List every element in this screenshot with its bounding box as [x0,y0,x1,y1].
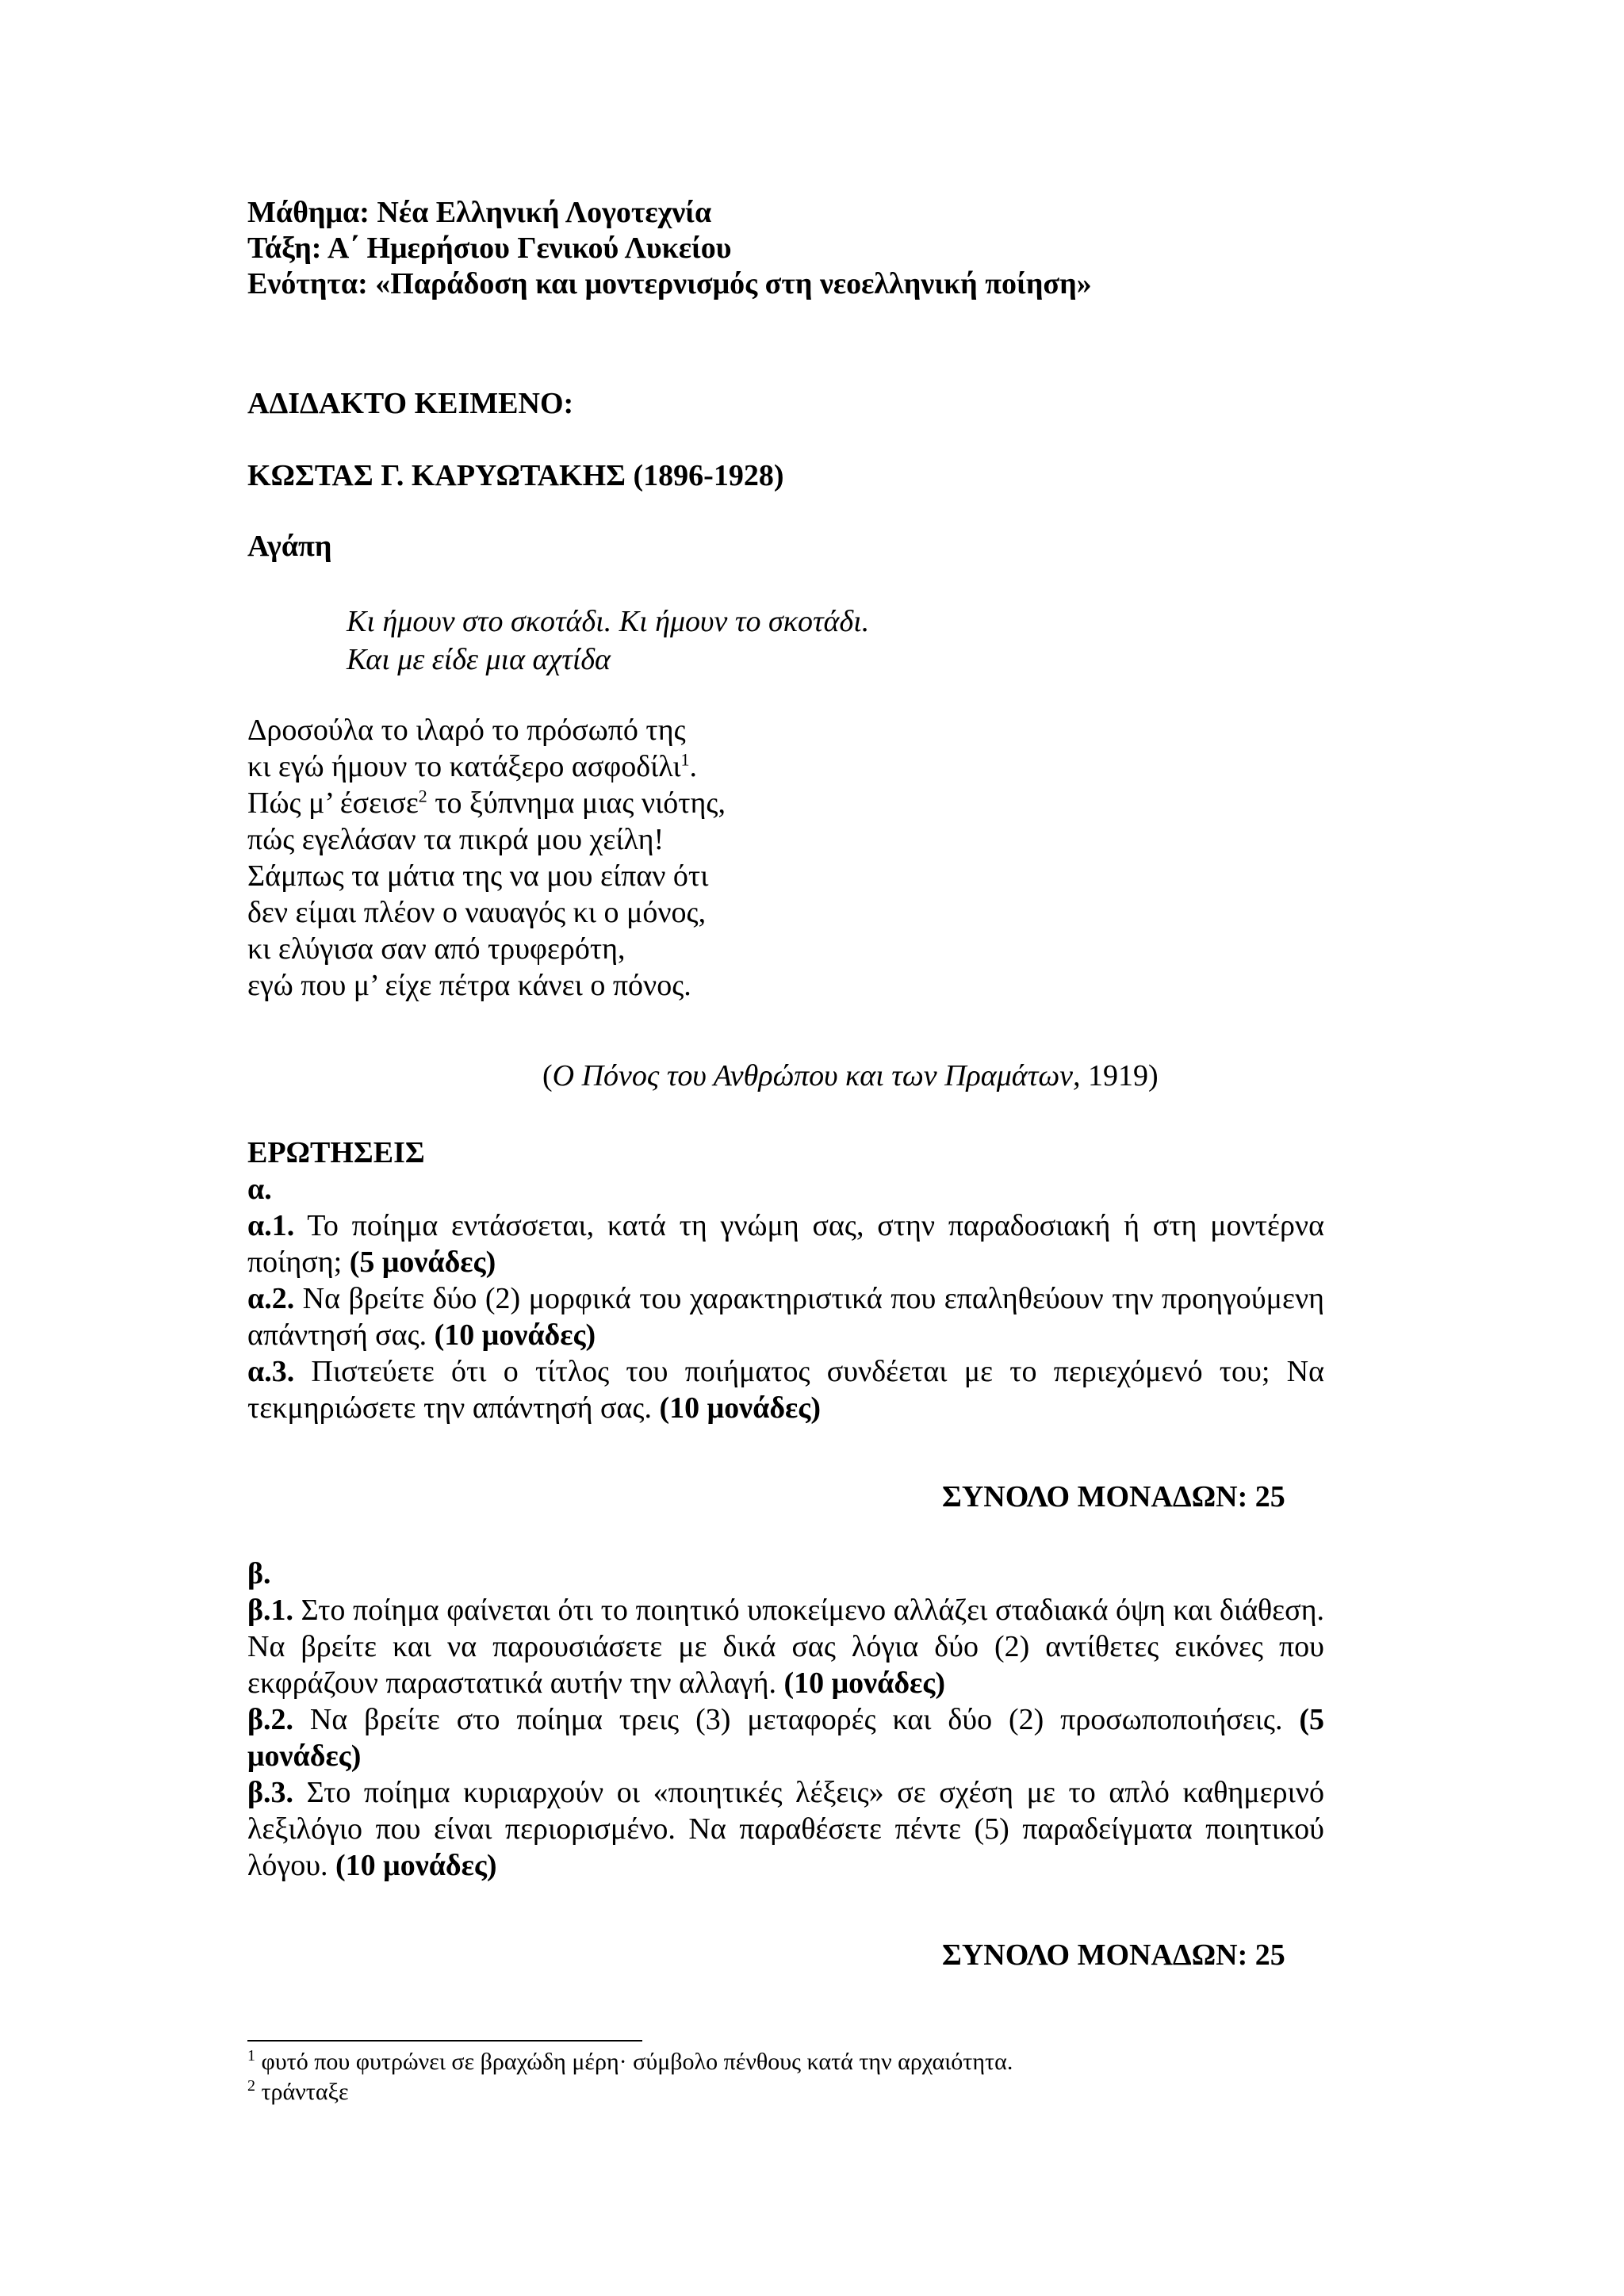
source-collection-title: Ο Πόνος του Ανθρώπου και των Πραμάτων, [552,1059,1081,1093]
section-b-label: β. [247,1557,271,1590]
unseen-text-label: ΑΔΙΔΑΚΤΟ ΚΕΙΜΕΝΟ: [247,387,574,420]
class-line: Τάξη: Α΄ Ημερήσιου Γενικού Λυκείου [247,232,732,265]
poem-line-text: Πώς μ’ έσεισε [247,786,419,820]
poem-source [542,1058,1159,1094]
footnote-1: $^1$ φυτό που φυτρώνει σε βραχώδη μέρη· σύμβολο πένθους κατά την αρχαιότητα. [247,2047,1013,2075]
document-header [247,195,1092,302]
footnote-ref-1: 1 [680,749,690,770]
section-a-total: ΣΥΝΟΛΟ ΜΟΝΑΔΩΝ: 25 [942,1480,1285,1513]
source-paren: ( [542,1059,553,1093]
poem-line [247,748,726,785]
questions-section-a [247,1171,1324,1426]
question-b2: β.2. Να βρείτε στο ποίημα τρεις (3) μεταφορές και δύο (2) προσωποποιήσεις. (5 μονάδες) [247,1703,1324,1773]
poem-author: ΚΩΣΤΑΣ Γ. ΚΑΡΥΩΤΑΚΗΣ (1896-1928) [247,459,784,492]
section-b-total: ΣΥΝΟΛΟ ΜΟΝΑΔΩΝ: 25 [942,1938,1285,1972]
question-a3: α.3. Πιστεύετε ότι ο τίτλος του ποιήματος συνδέεται με το περιεχόμενό του; Να τεκμηριώσετε την απάντησή σας. (10 μονάδες) [247,1355,1324,1425]
subject-line: Μάθημα: Νέα Ελληνική Λογοτεχνία [247,196,712,229]
poem-line: εγώ που μ’ είχε πέτρα κάνει ο πόνος. [247,969,691,1002]
footnote-2: $^2$ τράνταξε [247,2077,349,2105]
poem-line: δεν είμαι πλέον ο ναυαγός κι ο μόνος, [247,896,707,929]
unit-line: Ενότητα: «Παράδοση και μοντερνισμός στη νεοελληνική ποίηση» [247,267,1092,300]
poem-line: Δροσούλα το ιλαρό το πρόσωπό της [247,714,686,747]
poem-line-text: κι εγώ ήμουν το κατάξερο ασφοδίλι [247,750,681,783]
poem-body [247,712,726,1004]
questions-section-b [247,1556,1324,1884]
questions-heading: ΕΡΩΤΗΣΕΙΣ [247,1136,425,1169]
poem-epigraph [347,603,869,679]
question-a1: α.1. Το ποίημα εντάσσεται, κατά τη γνώμη σας, στην παραδοσιακή ή στη μοντέρνα ποίηση; (5 μονάδες) [247,1209,1324,1279]
section-a-label: α. [247,1173,272,1206]
poem-line-punct: . [689,750,698,783]
poem-line-text: το ξύπνημα μιας νιότης, [427,786,726,820]
epigraph-line: Και με είδε μια αχτίδα [347,643,611,676]
footnotes [247,2047,1013,2107]
footnote-ref-2: 2 [418,786,427,806]
poem-title: Αγάπη [247,530,332,563]
poem-line: Σάμπως τα μάτια της να μου είπαν ότι [247,859,709,893]
question-a2: α.2. Να βρείτε δύο (2) μορφικά του χαρακτηριστικά που επαληθεύουν την προηγούμενη απάντησή σας. (10 μονάδες) [247,1282,1324,1352]
poem-line: κι ελύγισα σαν από τρυφερότη, [247,932,626,966]
epigraph-line: Κι ήμουν στο σκοτάδι. Κι ήμουν το σκοτάδι. [347,605,870,638]
poem-line: πώς εγελάσαν τα πικρά μου χείλη! [247,823,665,856]
source-year: 1919) [1080,1059,1159,1093]
question-b1: β.1. Στο ποίημα φαίνεται ότι το ποιητικό υποκείμενο αλλάζει σταδιακά όψη και διάθεση. Να βρείτε και να παρουσιάσετε με δικά σας λόγια δύο (2) αντίθετες εικόνες που εκφράζουν παραστατικά αυτήν την αλλαγή. (10 μονάδες) [247,1594,1324,1700]
footnote-divider [247,2040,642,2042]
poem-line [247,785,726,821]
question-b3: β.3. Στο ποίημα κυριαρχούν οι «ποιητικές λέξεις» σε σχέση με το απλό καθημερινό λεξιλόγιο που είναι περιορισμένο. Να παραθέσετε πέντε (5) παραδείγματα ποιητικού λόγου. (10 μονάδες) [247,1776,1324,1882]
